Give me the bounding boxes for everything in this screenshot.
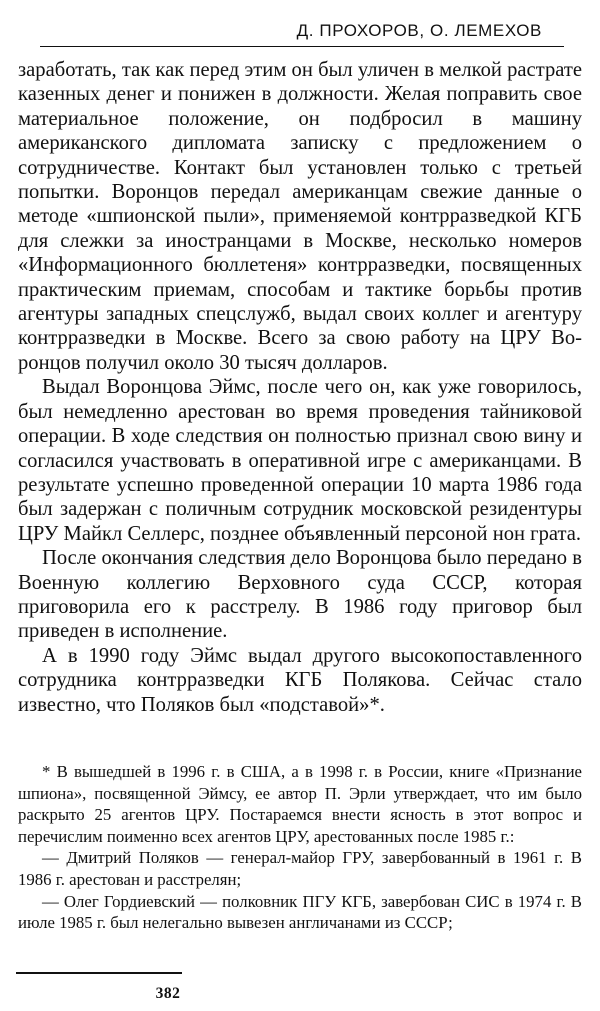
body-paragraph-3: После окончания следствия дело Воронцова было передано в Военную коллегию Верховного суда СССР, которая приговорила его к расстрелу. В 1986 году приговор был приведен в исполнение. bbox=[18, 547, 582, 643]
footnote-paragraph-1: * В вышедшей в 1996 г. в США, а в 1998 г. в России, книге «Признание шпиона», посвященной Эймсу, ее автор П. Эрли утверждает, что им было раскрыто 25 агентов ЦРУ. Постараемся внести ясность в этот вопрос и перечислим поименно всех агентов ЦРУ, арестованных после 1985 г.: bbox=[18, 762, 582, 846]
body-paragraph-1: заработать, так как перед этим он был уличен в мелкой растрате казенных денег и понижен в должности. Желая поправить свое материальное положение, он подбросил в машину американского дипломата записку с предложением о сотрудничестве. Контакт был установлен только с третьей попытки. Воронцов передал американцам свежие данные о методе «шпионской пыли», применяемой контрразведкой КГБ для слежки за иностранцами в Москве, несколько номеров «Информационного бюллетеня» контрразведки, посвященных практическим приемам, способам и тактике борьбы против агентуры западных спецслужб, выдал своих коллег и агентуру контрразведки в Москве. Всего за свою работу на ЦРУ Воронцов получил около 30 тысяч долларов. bbox=[18, 59, 582, 374]
footnotes bbox=[18, 761, 582, 934]
footnote-paragraph-3: — Олег Гордиевский — полковник ПГУ КГБ, завербован СИС в 1974 г. В июле 1985 г. был нелегально вывезен англичанами из СССР; bbox=[18, 891, 582, 933]
main-text bbox=[18, 58, 582, 717]
running-header bbox=[40, 12, 564, 47]
running-header-title: Д. ПРОХОРОВ, О. ЛЕМЕХОВ bbox=[296, 21, 542, 40]
body-paragraph-4: А в 1990 году Эймс выдал другого высокопоставленного сотрудника контрразведки КГБ Полякова. Сейчас стало известно, что Поляков был «подставой»*. bbox=[18, 644, 582, 716]
page-number: 382 bbox=[155, 985, 181, 1002]
body-paragraph-2: Выдал Воронцова Эймс, после чего он, как уже говорилось, был немедленно арестован во время проведения тайниковой операции. В ходе следствия он полностью признал свою вину и согласился участвовать в оперативной игре с американцами. В результате успешно проведенной операции 10 марта 1986 года был задержан с поличным сотрудник московской резидентуры ЦРУ Майкл Селлерс, позднее объявленный персоной нон грата. bbox=[18, 376, 582, 545]
footer-rule bbox=[16, 972, 182, 974]
footnote-paragraph-2: — Дмитрий Поляков — генерал-майор ГРУ, завербованный в 1961 г. В 1986 г. арестован и расстрелян; bbox=[18, 848, 582, 889]
